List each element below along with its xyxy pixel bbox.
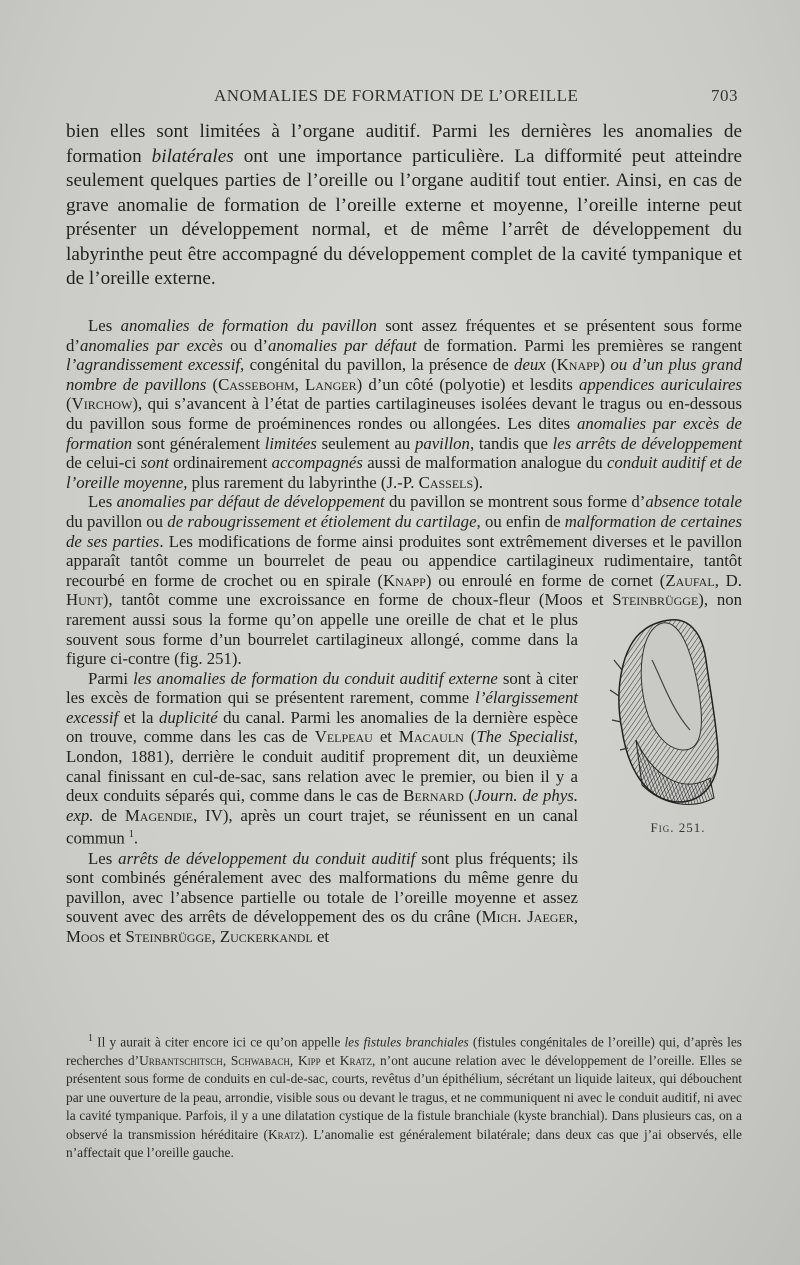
paragraph-conduit-externe: Parmi les anomalies de formation du conduit auditif externe sont à citer les excès de formation qui se présentent rarement, comme l’élargissement excessif et la duplicité du canal. Parmi les anomalies de la dernière espèce on trouve, comme dans les cas de Velpeau et Macauln (The Specialist, London, 1881), derrière le conduit auditif proprement dit, un deuxième canal finissant en cul-de-sac, sans relation avec le premier, ou bien il y a deux conduits séparés qui, comme dans le cas de Bernard (Journ. de phys. exp. de Magendie, IV), après un court trajet, se réunissent en un canal commun $^1$.: [66, 668, 579, 849]
paragraph-pavillon: Les anomalies de formation du pavillon sont assez fréquentes et se présentent sous forme d’anomalies par excès ou d’anomalies par défaut de formation. Parmi les premières se rangent l’agrandissement excessif, congénital du pavillon, la présence de deux (Knapp) ou d’un plus grand nombre de pavillons (Cassebohm, Langer) d’un côté (polyotie) et lesdits appendices auriculaires (Virchow), qui s’avancent à l’état de parties cartilagineuses isolées devant le tragus ou en-dessous du pavillon sous forme de proéminences rondes ou allongées. Les dites anomalies par excès de formation sont généralement limitées seulement au pavillon, tandis que les arrêts de développement de celui-ci sont ordinairement accompagnés aussi de malformation analogue du conduit auditif et de l’oreille moyenne, plus rarement du labyrinthe (J.-P. Cassels).: [66, 316, 743, 492]
running-header: [66, 86, 742, 108]
figure-251: [592, 600, 742, 946]
running-title: ANOMALIES DE FORMATION DE L’OREILLE: [214, 86, 579, 105]
opening-paragraph: bien elles sont limitées à l’organe auditif. Parmi les dernières les anomalies de formation bilatérales ont une importance particulière. La difformité peut atteindre seulement quelques parties de l’oreille ou l’organe auditif tout entier. Ainsi, en cas de grave anomalie de formation de l’oreille externe et moyenne, l’oreille interne peut présenter un développement normal, et de même l’arrêt de développement du labyrinthe peut être accompagné du développement complet de la cavité tympanique et de l’oreille externe.: [66, 121, 742, 289]
footnote-number: 1: [88, 1033, 93, 1044]
footnote-ref: 1: [128, 829, 134, 841]
paragraph-arrets: Les arrêts de développement du conduit auditif sont plus fréquents; ils sont combinés généralement avec des malformations du même genre du pavillon, avec l’absence partielle ou totale de l’oreille moyenne et assez souvent avec des arrêts de développement des os du crâne (Mich. Jaeger, Moos et Steinbrügge, Zuckerkandl et: [66, 848, 578, 946]
footnote: $^1$ Il y aurait à citer encore ici ce qu’on appelle les fistules branchiales (fistules congénitales de l’oreille) qui, d’après les recherches d’Urbantschitsch, Schwabach, Kipp et Kratz, n’ont aucune relation avec le développement de l’oreille. Elles se présentent sous forme de conduits en cul-de-sac, courts, revêtus d’un épithélium, sécrétant un liquide laiteux, qui débouchent par une ouverture de la peau, arrondie, visible sous ou devant le tragus, et ne communiquent ni avec le conduit auditif, ni avec la cavité tympanique. Parfois, il y a une dilatation cystique de la fistule branchiale (kyste branchial). Dans plusieurs cas, on a observé la transmission héréditaire (Kratz). L’anomalie est généralement bilatérale; dans deux cas que j’ai observés, elle n’affectait que l’oreille gauche.: [66, 1033, 742, 1161]
main-text: [66, 316, 742, 947]
ear-anomaly-illustration: [592, 600, 742, 810]
figure-caption: Fig. 251.: [650, 820, 706, 836]
paragraph-par-defaut: Les anomalies par défaut de développement du pavillon se montrent sous forme d’absence totale du pavillon ou de rabougrissement et étiolement du cartilage, ou enfin de malformation de certaines de ses parties. Les modifications de forme ainsi produites sont extrêmement diverses et le pavillon apparaît tantôt comme un bourrelet de peau ou appendice cartilagineux rudimentaire, tantôt recourbé en forme de crochet ou en spirale (Knapp) ou enroulé en forme de cornet (Zaufal, D. Hunt), tantôt comme une excroissance en forme de choux-fleur (Moos et Fig. 251. Steinbrügge), non rarement aussi sous la forme qu’on appelle une oreille de chat et le plus souvent sous forme d’un bourrelet cartilagineux allongé, comme dans la figure ci-contre (fig. 251).: [66, 492, 742, 668]
page-number: 703: [711, 86, 738, 105]
